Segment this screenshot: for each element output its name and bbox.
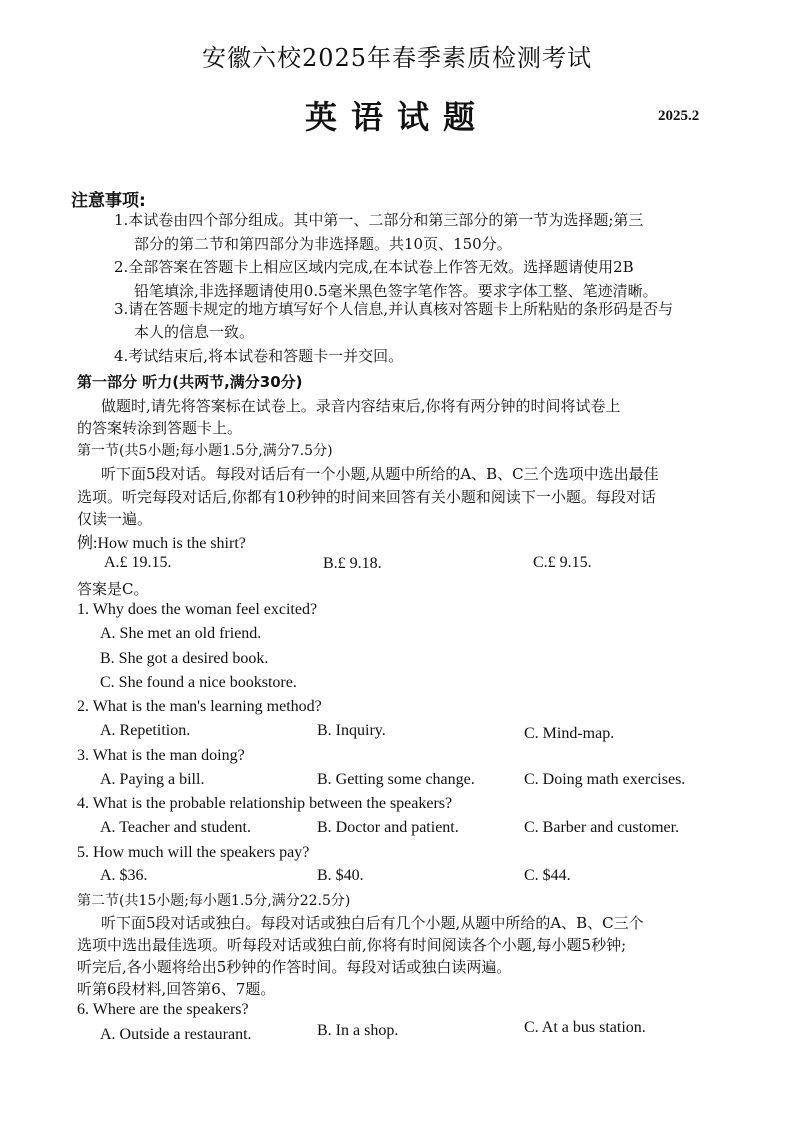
example-option-b: B.£ 9.18.	[323, 555, 382, 572]
q1-option-a: A. She met an old friend.	[100, 625, 262, 642]
q1-option-c: C. She found a nice bookstore.	[100, 674, 297, 691]
q2-option-a: A. Repetition.	[100, 722, 191, 739]
question-5: 5. How much will the speakers pay?	[77, 844, 310, 861]
q4-option-c: C. Barber and customer.	[524, 819, 680, 836]
q1-option-b: B. She got a desired book.	[100, 650, 269, 667]
exam-date: 2025.2	[658, 108, 700, 124]
q3-option-b: B. Getting some change.	[317, 771, 475, 788]
notice-line: 4.考试结束后,将本试卷和答题卡一并交回。	[114, 347, 404, 365]
notice-line: 部分的第二节和第四部分为非选择题。共10页、150分。	[134, 235, 512, 253]
q6-option-a: A. Outside a restaurant.	[100, 1026, 252, 1043]
section2-intro-line: 选项中选出最佳选项。听每段对话或独白前,你将有时间阅读各个小题,每小题5秒钟;	[77, 936, 627, 954]
material-instruction: 听第6段材料,回答第6、7题。	[77, 980, 276, 998]
q5-option-a: A. $36.	[100, 867, 148, 884]
q5-option-b: B. $40.	[317, 867, 364, 884]
question-6: 6. Where are the speakers?	[77, 1001, 249, 1018]
section2-intro-line: 听下面5段对话或独白。每段对话或独白后有几个小题,从题中所给的A、B、C三个	[101, 914, 644, 932]
question-1: 1. Why does the woman feel excited?	[77, 601, 318, 618]
notice-line: 1.本试卷由四个部分组成。其中第一、二部分和第三部分的第一节为选择题;第三	[114, 211, 644, 229]
section1-intro-line: 选项。听完每段对话后,你都有10秒钟的时间来回答有关小题和阅读下一小题。每段对话	[77, 488, 656, 506]
section1-intro-line: 仅读一遍。	[77, 510, 153, 528]
notice-line: 3.请在答题卡规定的地方填写好个人信息,并认真核对答题卡上所粘贴的条形码是否与	[114, 300, 674, 318]
q2-option-b: B. Inquiry.	[317, 722, 386, 739]
exam-title: 安徽六校2025年春季素质检测考试	[201, 44, 593, 72]
q3-option-c: C. Doing math exercises.	[524, 771, 686, 788]
question-3: 3. What is the man doing?	[77, 747, 245, 764]
notice-line: 本人的信息一致。	[134, 323, 255, 341]
q6-option-c: C. At a bus station.	[524, 1019, 646, 1036]
example-question: 例:How much is the shirt?	[77, 535, 246, 552]
notice-line: 铅笔填涂,非选择题请使用0.5毫米黑色签字笔作答。要求字体工整、笔迹清晰。	[134, 282, 658, 300]
section1-heading: 第一节(共5小题;每小题1.5分,满分7.5分)	[77, 443, 333, 459]
part1-intro-line: 做题时,请先将答案标在试卷上。录音内容结束后,你将有两分钟的时间将试卷上	[101, 397, 621, 415]
example-option-a: A.£ 19.15.	[104, 554, 172, 571]
q3-option-a: A. Paying a bill.	[100, 771, 205, 788]
example-answer: 答案是C。	[77, 580, 149, 598]
part1-heading: 第一部分 听力(共两节,满分30分)	[77, 373, 303, 391]
part1-intro-line: 的答案转涂到答题卡上。	[77, 419, 243, 437]
q4-option-b: B. Doctor and patient.	[317, 819, 459, 836]
notice-heading: 注意事项:	[71, 191, 146, 211]
q2-option-c: C. Mind-map.	[524, 725, 615, 742]
question-4: 4. What is the probable relationship between the speakers?	[77, 795, 453, 812]
section1-intro-line: 听下面5段对话。每段对话后有一个小题,从题中所给的A、B、C三个选项中选出最佳	[101, 465, 659, 483]
q5-option-c: C. $44.	[524, 867, 571, 884]
section2-intro-line: 听完后,各小题将给出5秒钟的作答时间。每段对话或独白读两遍。	[77, 958, 512, 976]
subject-title: 英语试题	[304, 98, 489, 136]
section2-heading: 第二节(共15小题;每小题1.5分,满分22.5分)	[77, 893, 351, 909]
example-option-c: C.£ 9.15.	[533, 554, 592, 571]
question-2: 2. What is the man's learning method?	[77, 698, 322, 715]
q6-option-b: B. In a shop.	[317, 1022, 399, 1039]
notice-line: 2.全部答案在答题卡上相应区域内完成,在本试卷上作答无效。选择题请使用2B	[114, 258, 634, 276]
q4-option-a: A. Teacher and student.	[100, 819, 251, 836]
